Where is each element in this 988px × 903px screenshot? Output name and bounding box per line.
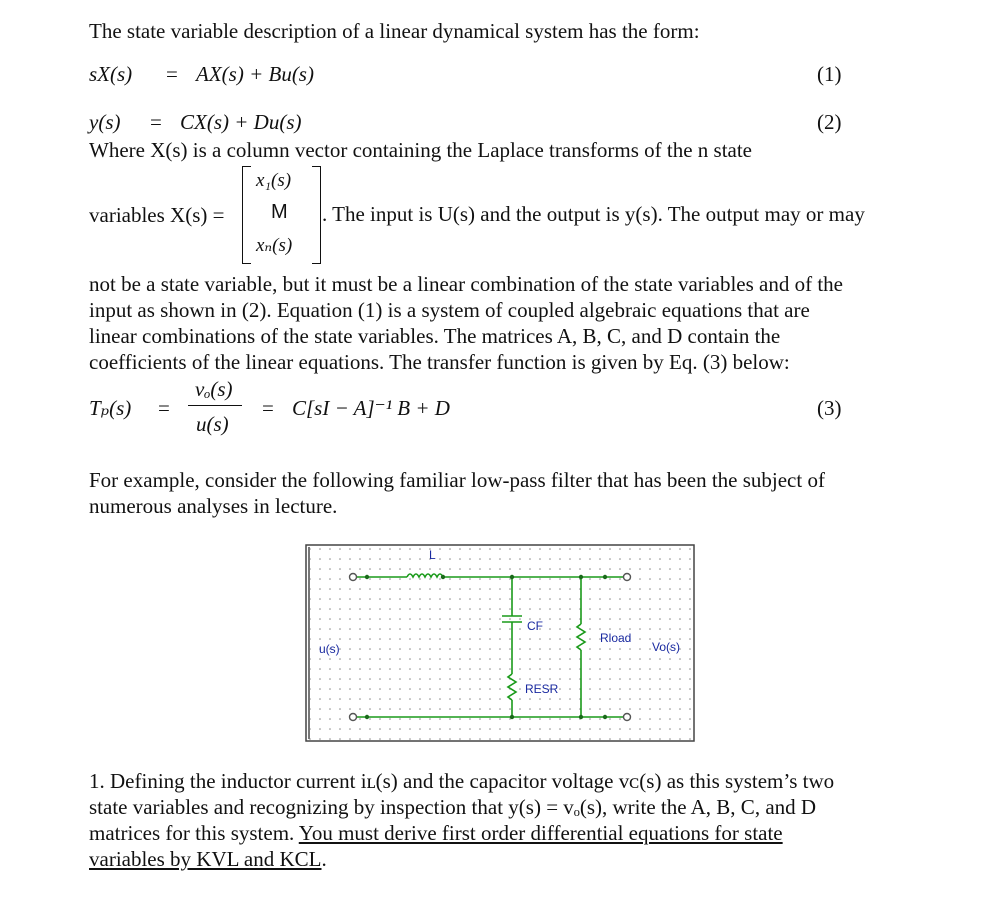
eq3-denominator: u(s): [196, 412, 229, 436]
matrix-entry-1: x₁(s): [256, 170, 292, 191]
eq3-equals-2: =: [262, 396, 274, 420]
example-line-2: numerous analyses in lecture.: [89, 494, 338, 518]
intro-text: The state variable description of a linear dynamical system has the form:: [89, 19, 700, 43]
label-capacitor: CF: [527, 619, 543, 633]
input-terminal-top: [350, 574, 357, 581]
matrix-entry-ellipsis: M: [271, 201, 288, 223]
question-line-3: [89, 820, 783, 846]
label-load: Rload: [600, 631, 632, 645]
para-line-2: input as shown in (2). Equation (1) is a system of coupled algebraic equations that are: [89, 298, 810, 322]
question-line-4: [89, 846, 327, 872]
eq1-rhs: AX(s) + Bu(s): [196, 62, 314, 86]
eq1-lhs: sX(s): [89, 62, 133, 86]
matrix-left-bracket: [242, 166, 251, 264]
question-line-3-underlined: You must derive first order differential equations for state: [298, 821, 783, 845]
label-resistor-esr: RESR: [525, 682, 559, 696]
variables-prefix: variables X(s) =: [89, 203, 225, 227]
eq2-number: (2): [817, 110, 842, 134]
eq3-equals: =: [158, 396, 170, 420]
para-line-1: not be a state variable, but it must be a linear combination of the state variables and of the: [89, 272, 844, 296]
example-line-1: For example, consider the following familiar low-pass filter that has been the subject of: [89, 468, 825, 492]
question-line-4-underlined: variables by KVL and KCL: [89, 847, 322, 871]
matrix-entry-n: xₙ(s): [256, 235, 293, 256]
question-line-1: 1. Defining the inductor current iʟ(s) and the capacitor voltage vᴄ(s) as this system’s two: [89, 769, 835, 793]
para-line-3: linear combinations of the state variables. The matrices A, B, C, and D contain the: [89, 324, 781, 348]
variables-suffix: . The input is U(s) and the output is y(s). The output may or may: [322, 202, 865, 226]
input-terminal-bottom: [350, 714, 357, 721]
eq2-equals: =: [150, 110, 162, 134]
matrix-right-bracket: [312, 166, 321, 264]
eq3-number: (3): [817, 396, 842, 420]
output-terminal-bottom: [624, 714, 631, 721]
label-inductor: L: [429, 548, 436, 562]
eq1-number: (1): [817, 62, 842, 86]
lowpass-filter-circuit: [305, 544, 695, 742]
eq1-equals: =: [166, 62, 178, 86]
eq2-rhs: CX(s) + Du(s): [180, 110, 302, 134]
para-line-4: coefficients of the linear equations. The transfer function is given by Eq. (3) below:: [89, 350, 790, 374]
label-output: Vo(s): [652, 640, 681, 654]
question-line-3-plain: matrices for this system.: [89, 821, 299, 845]
eq2-lhs: y(s): [89, 110, 121, 134]
eq3-rhs: C[sI − A]⁻¹ B + D: [292, 396, 450, 420]
question-line-2: state variables and recognizing by inspection that y(s) = vₒ(s), write the A, B, C, and D: [89, 795, 817, 819]
where-line: Where X(s) is a column vector containing the Laplace transforms of the n state: [89, 138, 753, 162]
question-line-4-end: .: [321, 847, 327, 871]
eq3-numerator: vₒ(s): [195, 377, 233, 401]
label-input: u(s): [319, 642, 340, 656]
eq3-lhs: Tₚ(s): [89, 396, 132, 420]
output-terminal-top: [624, 574, 631, 581]
eq3-fraction-bar: [188, 405, 242, 406]
circuit-frame: [306, 545, 694, 741]
